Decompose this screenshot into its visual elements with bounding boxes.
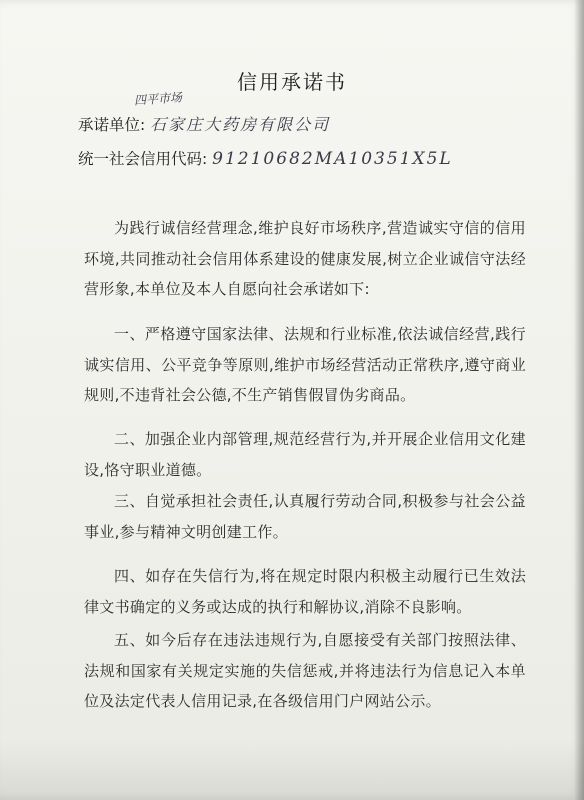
credit-code-row — [78, 147, 453, 169]
commitment-item-4: 四、如存在失信行为,将在规定时限内积极主动履行已生效法律文书确定的义务或达成的执行和解协议,消除不良影响。 — [84, 567, 526, 616]
unit-value: 石家庄大药房有限公司 — [150, 115, 331, 134]
commitment-item-2: 二、加强企业内部管理,规范经营行为,并开展企业信用文化建设,恪守职业道德。 — [84, 430, 526, 479]
page-edge-shadow — [574, 0, 584, 800]
handwritten-annotation: 四平市场 — [133, 90, 183, 108]
commitment-item-5: 五、如今后存在违法违规行为,自愿接受有关部门按照法律、法规和国家有关规定实施的失信惩戒,并将违法行为信息记入本单位及法定代表人信用记录,在各级信用门户网站公示。 — [84, 631, 526, 710]
intro-paragraph: 为践行诚信经营理念,维护良好市场秩序,营造诚实守信的信用环境,共同推动社会信用体系建设的健康发展,树立企业诚信守法经营形象,本单位及本人自愿向社会承诺如下: — [84, 219, 526, 298]
credit-code-label: 统一社会信用代码: — [78, 150, 208, 168]
commitment-item-3: 三、自觉承担社会责任,认真履行劳动合同,积极参与社会公益事业,参与精神文明创建工作。 — [84, 492, 526, 541]
unit-row — [78, 112, 330, 135]
credit-code-value: 91210682MA10351X5L — [212, 149, 453, 169]
commitment-item-1: 一、严格遵守国家法律、法规和行业标准,依法诚信经营,践行诚实信用、公平竞争等原则,维护市场经营活动正常秩序,遵守商业规则,不违背社会公德,不生产销售假冒伪劣商品。 — [84, 325, 526, 404]
page-bottom-shadow — [0, 740, 584, 800]
unit-label: 承诺单位: — [78, 116, 146, 134]
document-title: 信用承诺书 — [237, 70, 347, 94]
